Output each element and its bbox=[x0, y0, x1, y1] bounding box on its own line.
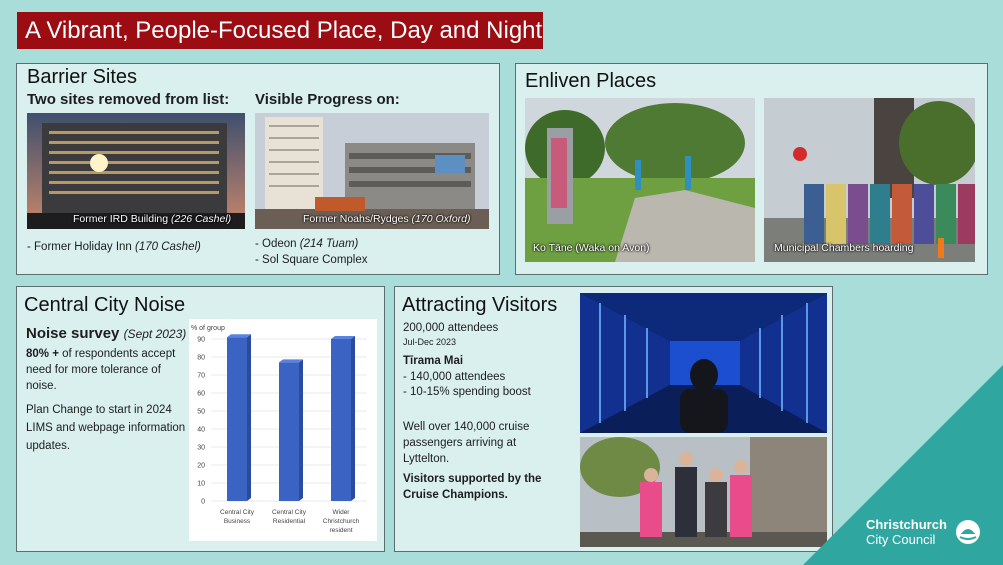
tirama-mai-attendees: - 140,000 attendees bbox=[403, 371, 506, 383]
chart-bar-side bbox=[247, 334, 251, 501]
plan-change-text: Plan Change to start in 2024 LIMS and webpage information updates. bbox=[26, 404, 186, 452]
cruise-passengers-text: Well over 140,000 cruise passengers arriving at Lyttelton. bbox=[403, 421, 530, 465]
logo-line-2: City Council bbox=[866, 532, 936, 547]
chart-bar-side bbox=[299, 359, 303, 501]
chart-y-tick-label: 70 bbox=[197, 372, 205, 380]
chart-y-tick-label: 30 bbox=[197, 444, 205, 452]
chart-y-tick-label: 90 bbox=[197, 336, 205, 344]
chart-x-tick-label: Wider Christchurch resident bbox=[322, 509, 360, 534]
ird-building-photo bbox=[27, 113, 245, 229]
council-logo-text bbox=[866, 517, 947, 547]
chart-y-tick-label: 40 bbox=[197, 426, 205, 434]
ird-building-caption: Former IRD Building (226 Cashel) bbox=[73, 213, 232, 225]
page-title: A Vibrant, People-Focused Place, Day and Night bbox=[17, 12, 543, 49]
cruise-champions-photo bbox=[580, 437, 827, 547]
noise-survey-chart bbox=[189, 319, 377, 541]
removed-item: - Former Holiday Inn (170 Cashel) bbox=[27, 241, 201, 253]
chart-bar-top bbox=[279, 359, 303, 362]
progress-item-odeon: - Odeon (214 Tuam) bbox=[255, 238, 359, 250]
cruise-champions-text: Visitors supported by the Cruise Champions. bbox=[403, 473, 542, 501]
chart-x-tick-label: Central City Residential bbox=[272, 509, 306, 525]
chart-y-tick-label: 80 bbox=[197, 354, 205, 362]
chart-bar-top bbox=[227, 334, 251, 337]
progress-heading: Visible Progress on: bbox=[255, 91, 400, 108]
tirama-mai-heading: Tīrama Mai bbox=[403, 355, 464, 367]
municipal-chambers-photo bbox=[764, 98, 975, 262]
removed-heading: Two sites removed from list: bbox=[27, 91, 230, 108]
chart-bar-side bbox=[351, 336, 355, 501]
municipal-chambers-caption: Municipal Chambers hoarding bbox=[774, 242, 914, 254]
chart-bar bbox=[331, 339, 351, 501]
tirama-mai-spending: - 10-15% spending boost bbox=[403, 386, 531, 398]
barrier-sites-heading: Barrier Sites bbox=[27, 66, 138, 88]
noise-stat: 80% + of respondents accept need for more tolerance of noise. bbox=[26, 348, 176, 392]
attracting-visitors-heading: Attracting Visitors bbox=[402, 294, 558, 316]
central-city-noise-heading: Central City Noise bbox=[24, 294, 186, 316]
chart-x-tick-label: Central City Business bbox=[220, 509, 254, 525]
attendees-total: 200,000 attendees bbox=[403, 322, 499, 334]
attendees-period: Jul-Dec 2023 bbox=[403, 337, 457, 347]
noahs-rydges-caption: Former Noahs/Rydges (170 Oxford) bbox=[303, 213, 471, 225]
barrier-sites-panel bbox=[16, 63, 500, 275]
noahs-rydges-photo bbox=[255, 113, 489, 229]
chart-y-tick-label: 50 bbox=[197, 408, 205, 416]
enliven-places-panel bbox=[515, 63, 988, 275]
noise-survey-heading: Noise survey (Sept 2023) bbox=[26, 325, 187, 342]
tirama-mai-photo bbox=[580, 293, 827, 433]
chart-bar bbox=[227, 337, 247, 501]
central-city-noise-panel bbox=[16, 286, 385, 552]
ko-tane-caption: Ko Tāne (Waka on Avon) bbox=[533, 242, 650, 254]
chart-bar-top bbox=[331, 336, 355, 339]
enliven-places-heading: Enliven Places bbox=[525, 70, 657, 92]
logo-line-1: Christchurch bbox=[866, 517, 947, 532]
chart-bar bbox=[279, 362, 299, 501]
chart-y-tick-label: 10 bbox=[197, 480, 205, 488]
ko-tane-photo bbox=[525, 98, 755, 262]
chart-y-label: % of group bbox=[191, 325, 225, 332]
progress-item-sol-square: - Sol Square Complex bbox=[255, 254, 368, 266]
chart-y-tick-label: 20 bbox=[197, 462, 205, 470]
chart-y-tick-label: 0 bbox=[201, 498, 205, 506]
council-logo-icon bbox=[955, 519, 981, 550]
chart-y-tick-label: 60 bbox=[197, 390, 205, 398]
attracting-visitors-panel bbox=[394, 286, 833, 552]
